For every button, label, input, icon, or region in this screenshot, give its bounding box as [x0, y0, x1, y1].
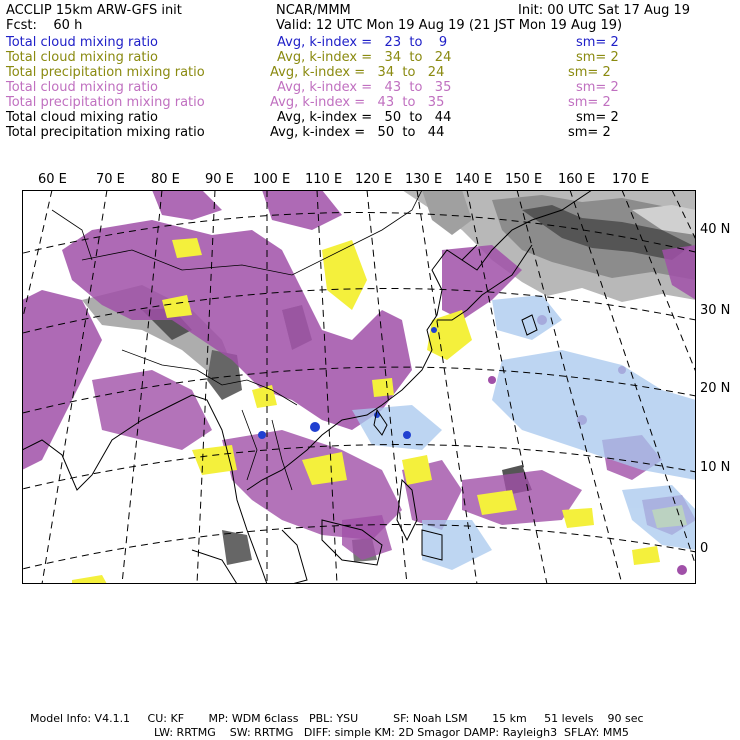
- model-title: ACCLIP 15km ARW-GFS init: [6, 3, 182, 18]
- center-title: NCAR/MMM: [276, 3, 351, 18]
- lon-label: 100 E: [253, 172, 291, 187]
- lat-label: 20 N: [700, 381, 731, 396]
- field-avg: Avg, k-index = 50 to 44: [277, 110, 452, 125]
- lon-label: 110 E: [305, 172, 343, 187]
- lat-label: 40 N: [700, 222, 731, 237]
- lon-label: 150 E: [505, 172, 543, 187]
- lon-label: 90 E: [205, 172, 234, 187]
- lat-label: 30 N: [700, 303, 731, 318]
- field-name: Total cloud mixing ratio: [6, 110, 159, 125]
- field-sm: sm= 2: [568, 125, 611, 140]
- field-sm: sm= 2: [576, 80, 619, 95]
- field-avg: Avg, k-index = 50 to 44: [270, 125, 445, 140]
- forecast-hour: Fcst: 60 h: [6, 18, 83, 33]
- field-avg: Avg, k-index = 34 to 24: [277, 50, 452, 65]
- lon-label: 80 E: [151, 172, 180, 187]
- lon-label: 70 E: [96, 172, 125, 187]
- lat-label: 0: [700, 541, 709, 556]
- field-name: Total precipitation mixing ratio: [6, 125, 205, 140]
- field-avg: Avg, k-index = 34 to 24: [270, 65, 445, 80]
- field-avg: Avg, k-index = 23 to 9: [277, 35, 448, 50]
- field-sm: sm= 2: [576, 110, 619, 125]
- field-sm: sm= 2: [576, 50, 619, 65]
- valid-time: Valid: 12 UTC Mon 19 Aug 19 (21 JST Mon 19 Aug 19): [276, 18, 623, 33]
- forecast-map: [22, 190, 696, 584]
- init-time: Init: 00 UTC Sat 17 Aug 19: [518, 3, 691, 18]
- field-name: Total cloud mixing ratio: [6, 80, 159, 95]
- field-sm: sm= 2: [576, 35, 619, 50]
- lon-label: 120 E: [355, 172, 393, 187]
- lon-label: 130 E: [405, 172, 443, 187]
- field-sm: sm= 2: [568, 65, 611, 80]
- field-name: Total precipitation mixing ratio: [6, 95, 205, 110]
- field-avg: Avg, k-index = 43 to 35: [277, 80, 452, 95]
- field-name: Total precipitation mixing ratio: [6, 65, 205, 80]
- field-name: Total cloud mixing ratio: [6, 50, 159, 65]
- field-name: Total cloud mixing ratio: [6, 35, 159, 50]
- footer-physics-info: LW: RRTMG SW: RRTMG DIFF: simple KM: 2D Smagor DAMP: Rayleigh3 SFLAY: MM5: [154, 726, 629, 739]
- lon-label: 160 E: [558, 172, 596, 187]
- field-sm: sm= 2: [568, 95, 611, 110]
- footer-model-info: Model Info: V4.1.1 CU: KF MP: WDM 6class PBL: YSU SF: Noah LSM 15 km 51 levels 90 sec: [30, 712, 644, 725]
- lon-label: 140 E: [455, 172, 493, 187]
- lat-label: 10 N: [700, 460, 731, 475]
- lon-label: 170 E: [612, 172, 650, 187]
- field-avg: Avg, k-index = 43 to 35: [270, 95, 445, 110]
- lon-label: 60 E: [38, 172, 67, 187]
